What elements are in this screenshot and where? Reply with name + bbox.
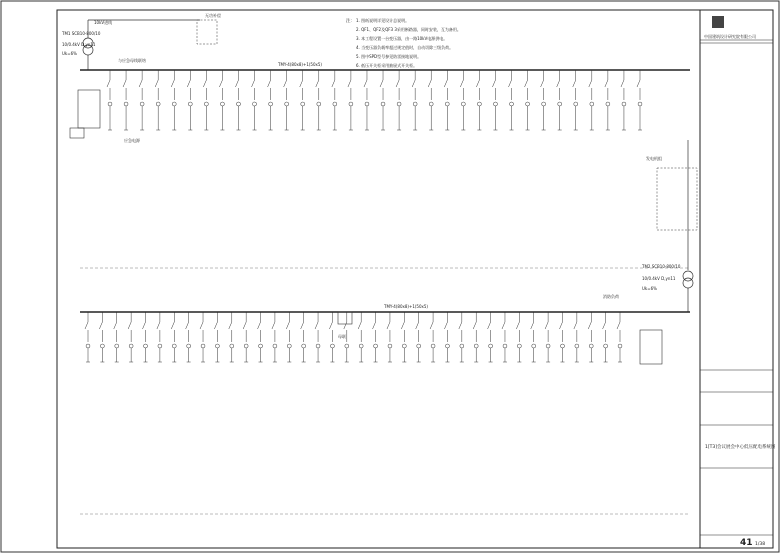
- capacitor-enclosure: [197, 20, 217, 44]
- current-transformer: [413, 102, 417, 106]
- transformer-winding: [683, 278, 693, 288]
- breaker-symbol: [186, 322, 189, 329]
- feeder-circuit: [139, 70, 144, 130]
- current-transformer: [302, 344, 306, 348]
- current-transformer: [489, 344, 493, 348]
- note-item: 2. QF1、QF2及QF3 3采用断路器，同时安装，互为备用。: [356, 27, 461, 32]
- feeder-circuit: [286, 312, 291, 362]
- incoming-label: 10kV进线: [94, 20, 113, 25]
- breaker-symbol: [387, 322, 390, 329]
- breaker-symbol: [300, 80, 303, 87]
- note-item: 6. 低压开关柜采用抽屉式开关柜。: [356, 63, 418, 68]
- current-transformer: [316, 344, 320, 348]
- breaker-symbol: [316, 80, 319, 87]
- current-transformer: [359, 344, 363, 348]
- transformer-spec: 10/0.4kV D,yn11: [62, 42, 96, 47]
- feeder-circuit: [155, 70, 160, 130]
- busbar-label: TMY-4(80x8)+1(50x5): [384, 304, 428, 309]
- breaker-symbol: [430, 322, 433, 329]
- feeder-circuit: [573, 70, 578, 130]
- breaker-symbol: [329, 322, 332, 329]
- current-transformer: [365, 102, 369, 106]
- transformer-label: TM1 SCB10-800/10: [62, 31, 101, 36]
- note-item: 4. 当变压器负载率超过规定值时，自动切除三级负荷。: [356, 45, 454, 50]
- breaker-symbol: [605, 80, 608, 87]
- current-transformer: [589, 344, 593, 348]
- busbar-2: [80, 304, 690, 339]
- feeder-circuit: [557, 70, 562, 130]
- feeder-circuit: [444, 312, 449, 362]
- breaker-symbol: [332, 80, 335, 87]
- breaker-symbol: [243, 322, 246, 329]
- current-transformer: [156, 102, 160, 106]
- breaker-symbol: [171, 322, 174, 329]
- incoming-panel: [640, 330, 662, 364]
- feeder-circuit: [268, 70, 273, 130]
- feeder-circuit: [525, 70, 530, 130]
- feeder-circuit: [128, 312, 133, 362]
- breaker-symbol: [301, 322, 304, 329]
- transformer-spec: 10/0.4kV D,yn11: [642, 276, 676, 281]
- breaker-symbol: [203, 80, 206, 87]
- current-transformer: [301, 102, 305, 106]
- feeder-circuit: [272, 312, 277, 362]
- feeder-circuit: [229, 312, 234, 362]
- feeder-circuit: [364, 70, 369, 130]
- breaker-symbol: [444, 80, 447, 87]
- breaker-symbol: [396, 80, 399, 87]
- breaker-symbol: [589, 80, 592, 87]
- feeder-circuit: [380, 70, 385, 130]
- current-transformer: [253, 102, 257, 106]
- feeder-circuit: [516, 312, 521, 362]
- breaker-symbol: [637, 80, 640, 87]
- current-transformer: [259, 344, 263, 348]
- current-transformer: [622, 102, 626, 106]
- current-transformer: [606, 102, 610, 106]
- generator-panel: [657, 168, 697, 230]
- breaker-symbol: [364, 80, 367, 87]
- company-name: 中国建筑设计研究院有限公司: [704, 34, 756, 39]
- company-logo: [712, 16, 724, 28]
- current-transformer: [100, 344, 104, 348]
- breaker-symbol: [492, 80, 495, 87]
- current-transformer: [236, 102, 240, 106]
- current-transformer: [510, 102, 514, 106]
- current-transformer: [590, 102, 594, 106]
- feeder-circuit: [200, 312, 205, 362]
- project-title: 1[T3]会议展会中心低压配电系统图: [705, 445, 776, 450]
- current-transformer: [532, 344, 536, 348]
- feeder-circuit: [617, 312, 622, 362]
- breaker-symbol: [187, 80, 190, 87]
- feeder-circuit: [348, 70, 353, 130]
- fire-load-label: 消防负荷: [603, 294, 619, 299]
- current-transformer: [108, 102, 112, 106]
- feeders-lower: [85, 312, 622, 362]
- current-transformer: [188, 102, 192, 106]
- breaker-symbol: [531, 322, 534, 329]
- feeder-circuit: [502, 312, 507, 362]
- current-transformer: [445, 102, 449, 106]
- feeder-circuit: [243, 312, 248, 362]
- current-transformer: [333, 102, 337, 106]
- current-transformer: [273, 344, 277, 348]
- breaker-symbol: [99, 322, 102, 329]
- breaker-symbol: [525, 80, 528, 87]
- breaker-symbol: [541, 80, 544, 87]
- breaker-symbol: [286, 322, 289, 329]
- current-transformer: [402, 344, 406, 348]
- breaker-symbol: [373, 322, 376, 329]
- feeder-circuit: [316, 70, 321, 130]
- current-transformer: [460, 344, 464, 348]
- current-transformer: [158, 344, 162, 348]
- feeder-circuit: [589, 70, 594, 130]
- current-transformer: [445, 344, 449, 348]
- current-transformer: [144, 344, 148, 348]
- current-transformer: [345, 344, 349, 348]
- breaker-symbol: [200, 322, 203, 329]
- breaker-symbol: [502, 322, 505, 329]
- feeder-circuit: [143, 312, 148, 362]
- current-transformer: [388, 344, 392, 348]
- current-transformer: [558, 102, 562, 106]
- breaker-symbol: [157, 322, 160, 329]
- current-transformer: [244, 344, 248, 348]
- transformer-2: [603, 140, 697, 364]
- breaker-symbol: [488, 322, 491, 329]
- notes-block: [346, 17, 461, 68]
- breaker-symbol: [229, 322, 232, 329]
- feeder-circuit: [258, 312, 263, 362]
- feeder-circuit: [186, 312, 191, 362]
- busbar-label: TMY-4(80x8)+1(50x5): [278, 62, 322, 67]
- current-transformer: [429, 102, 433, 106]
- feeder-circuit: [428, 70, 433, 130]
- current-transformer: [574, 102, 578, 106]
- current-transformer: [317, 102, 321, 106]
- transformer-uk: Uk=6%: [642, 286, 657, 291]
- breaker-symbol: [315, 322, 318, 329]
- breaker-symbol: [123, 80, 126, 87]
- breaker-symbol: [252, 80, 255, 87]
- feeder-circuit: [509, 70, 514, 130]
- note-item: 1. 图纸说明详见设计总说明。: [356, 18, 410, 23]
- note-item: 5. 图中SPD型号参见防雷接地说明。: [356, 54, 422, 59]
- current-transformer: [269, 102, 273, 106]
- capacitor-label: 无功补偿: [205, 13, 221, 18]
- breaker-symbol: [284, 80, 287, 87]
- feeder-circuit: [387, 312, 392, 362]
- emergency-label: 应急电源: [124, 138, 140, 143]
- feeder-circuit: [541, 70, 546, 130]
- current-transformer: [618, 344, 622, 348]
- current-transformer: [374, 344, 378, 348]
- current-transformer: [349, 102, 353, 106]
- feeder-circuit: [531, 312, 536, 362]
- feeder-circuit: [559, 312, 564, 362]
- current-transformer: [546, 344, 550, 348]
- feeder-circuit: [301, 312, 306, 362]
- feeder-circuit: [459, 312, 464, 362]
- feeder-circuit: [214, 312, 219, 362]
- current-transformer: [575, 344, 579, 348]
- current-transformer: [204, 102, 208, 106]
- current-transformer: [431, 344, 435, 348]
- current-transformer: [397, 102, 401, 106]
- current-transformer: [604, 344, 608, 348]
- feeder-circuit: [157, 312, 162, 362]
- breaker-symbol: [574, 322, 577, 329]
- transformer-label: TM2 SCB10-800/10: [642, 264, 681, 269]
- breaker-symbol: [143, 322, 146, 329]
- breaker-symbol: [268, 80, 271, 87]
- feeder-circuit: [637, 70, 642, 130]
- current-transformer: [220, 102, 224, 106]
- breaker-symbol: [444, 322, 447, 329]
- breaker-symbol: [588, 322, 591, 329]
- current-transformer: [461, 102, 465, 106]
- breaker-symbol: [128, 322, 131, 329]
- current-transformer: [517, 344, 521, 348]
- feeder-circuit: [85, 312, 90, 362]
- bus-tie-panel: [338, 312, 352, 324]
- breaker-symbol: [476, 80, 479, 87]
- breaker-symbol: [557, 80, 560, 87]
- feeder-circuit: [187, 70, 192, 130]
- drawing-number: 41: [740, 538, 753, 548]
- notes-heading: 注：: [346, 19, 355, 24]
- current-transformer: [86, 344, 90, 348]
- feeder-circuit: [315, 312, 320, 362]
- breaker-symbol: [460, 80, 463, 87]
- feeder-circuit: [396, 70, 401, 130]
- breaker-symbol: [107, 80, 110, 87]
- sheet-number: 1/38: [755, 542, 766, 547]
- breaker-symbol: [428, 80, 431, 87]
- feeder-circuit: [545, 312, 550, 362]
- feeders-upper: [107, 70, 642, 130]
- feeder-circuit: [460, 70, 465, 130]
- feeder-circuit: [444, 70, 449, 130]
- bus-tie-label: 母联: [338, 334, 346, 339]
- breaker-symbol: [573, 80, 576, 87]
- feeder-circuit: [219, 70, 224, 130]
- breaker-symbol: [85, 322, 88, 329]
- feeder-circuit: [171, 70, 176, 130]
- generator-label: 发电机组: [646, 156, 662, 161]
- breaker-symbol: [416, 322, 419, 329]
- breaker-symbol: [139, 80, 142, 87]
- breaker-symbol: [155, 80, 158, 87]
- breaker-symbol: [516, 322, 519, 329]
- current-transformer: [215, 344, 219, 348]
- feeder-circuit: [473, 312, 478, 362]
- current-transformer: [526, 102, 530, 106]
- breaker-symbol: [459, 322, 462, 329]
- feeder-circuit: [492, 70, 497, 130]
- breaker-symbol: [380, 80, 383, 87]
- feeder-circuit: [114, 312, 119, 362]
- feeder-circuit: [574, 312, 579, 362]
- tie-note: 与应急母线联络: [118, 58, 146, 63]
- feeder-circuit: [284, 70, 289, 130]
- breaker-symbol: [473, 322, 476, 329]
- current-transformer: [172, 102, 176, 106]
- breaker-symbol: [358, 322, 361, 329]
- feeder-circuit: [416, 312, 421, 362]
- current-transformer: [285, 102, 289, 106]
- current-transformer: [187, 344, 191, 348]
- feeder-circuit: [605, 70, 610, 130]
- current-transformer: [172, 344, 176, 348]
- feeder-circuit: [300, 70, 305, 130]
- metering-unit: [70, 128, 84, 138]
- transformer-1: [61, 19, 200, 143]
- feeder-circuit: [430, 312, 435, 362]
- current-transformer: [230, 344, 234, 348]
- current-transformer: [381, 102, 385, 106]
- feeder-circuit: [329, 312, 334, 362]
- feeder-circuit: [99, 312, 104, 362]
- breaker-symbol: [114, 322, 117, 329]
- feeder-circuit: [621, 70, 626, 130]
- feeder-circuit: [252, 70, 257, 130]
- breaker-symbol: [344, 322, 347, 329]
- current-transformer: [124, 102, 128, 106]
- feeder-circuit: [358, 312, 363, 362]
- breaker-symbol: [219, 80, 222, 87]
- incoming-panel: [78, 90, 100, 128]
- current-transformer: [115, 344, 119, 348]
- transformer-uk: Uk=6%: [62, 51, 77, 56]
- breaker-symbol: [545, 322, 548, 329]
- breaker-symbol: [509, 80, 512, 87]
- feeder-circuit: [332, 70, 337, 130]
- current-transformer: [417, 344, 421, 348]
- breaker-symbol: [603, 322, 606, 329]
- current-transformer: [638, 102, 642, 106]
- breaker-symbol: [559, 322, 562, 329]
- current-transformer: [493, 102, 497, 106]
- feeder-circuit: [203, 70, 208, 130]
- title-block: [700, 16, 776, 548]
- breaker-symbol: [235, 80, 238, 87]
- feeder-circuit: [488, 312, 493, 362]
- feeder-circuit: [603, 312, 608, 362]
- current-transformer: [477, 102, 481, 106]
- feeder-circuit: [373, 312, 378, 362]
- breaker-symbol: [214, 322, 217, 329]
- current-transformer: [129, 344, 133, 348]
- current-transformer: [140, 102, 144, 106]
- feeder-circuit: [235, 70, 240, 130]
- breaker-symbol: [258, 322, 261, 329]
- feeder-circuit: [171, 312, 176, 362]
- current-transformer: [560, 344, 564, 348]
- feeder-circuit: [107, 70, 112, 130]
- current-transformer: [474, 344, 478, 348]
- feeder-circuit: [476, 70, 481, 130]
- breaker-symbol: [348, 80, 351, 87]
- current-transformer: [503, 344, 507, 348]
- note-item: 3. 本工程设置一台变压器，由一路10kV电源供电。: [356, 36, 448, 41]
- breaker-symbol: [617, 322, 620, 329]
- current-transformer: [287, 344, 291, 348]
- breaker-symbol: [621, 80, 624, 87]
- feeder-circuit: [412, 70, 417, 130]
- feeder-circuit: [588, 312, 593, 362]
- feeder-circuit: [401, 312, 406, 362]
- feeder-circuit: [123, 70, 128, 130]
- current-transformer: [330, 344, 334, 348]
- current-transformer: [542, 102, 546, 106]
- current-transformer: [201, 344, 205, 348]
- breaker-symbol: [171, 80, 174, 87]
- breaker-symbol: [412, 80, 415, 87]
- breaker-symbol: [401, 322, 404, 329]
- breaker-symbol: [272, 322, 275, 329]
